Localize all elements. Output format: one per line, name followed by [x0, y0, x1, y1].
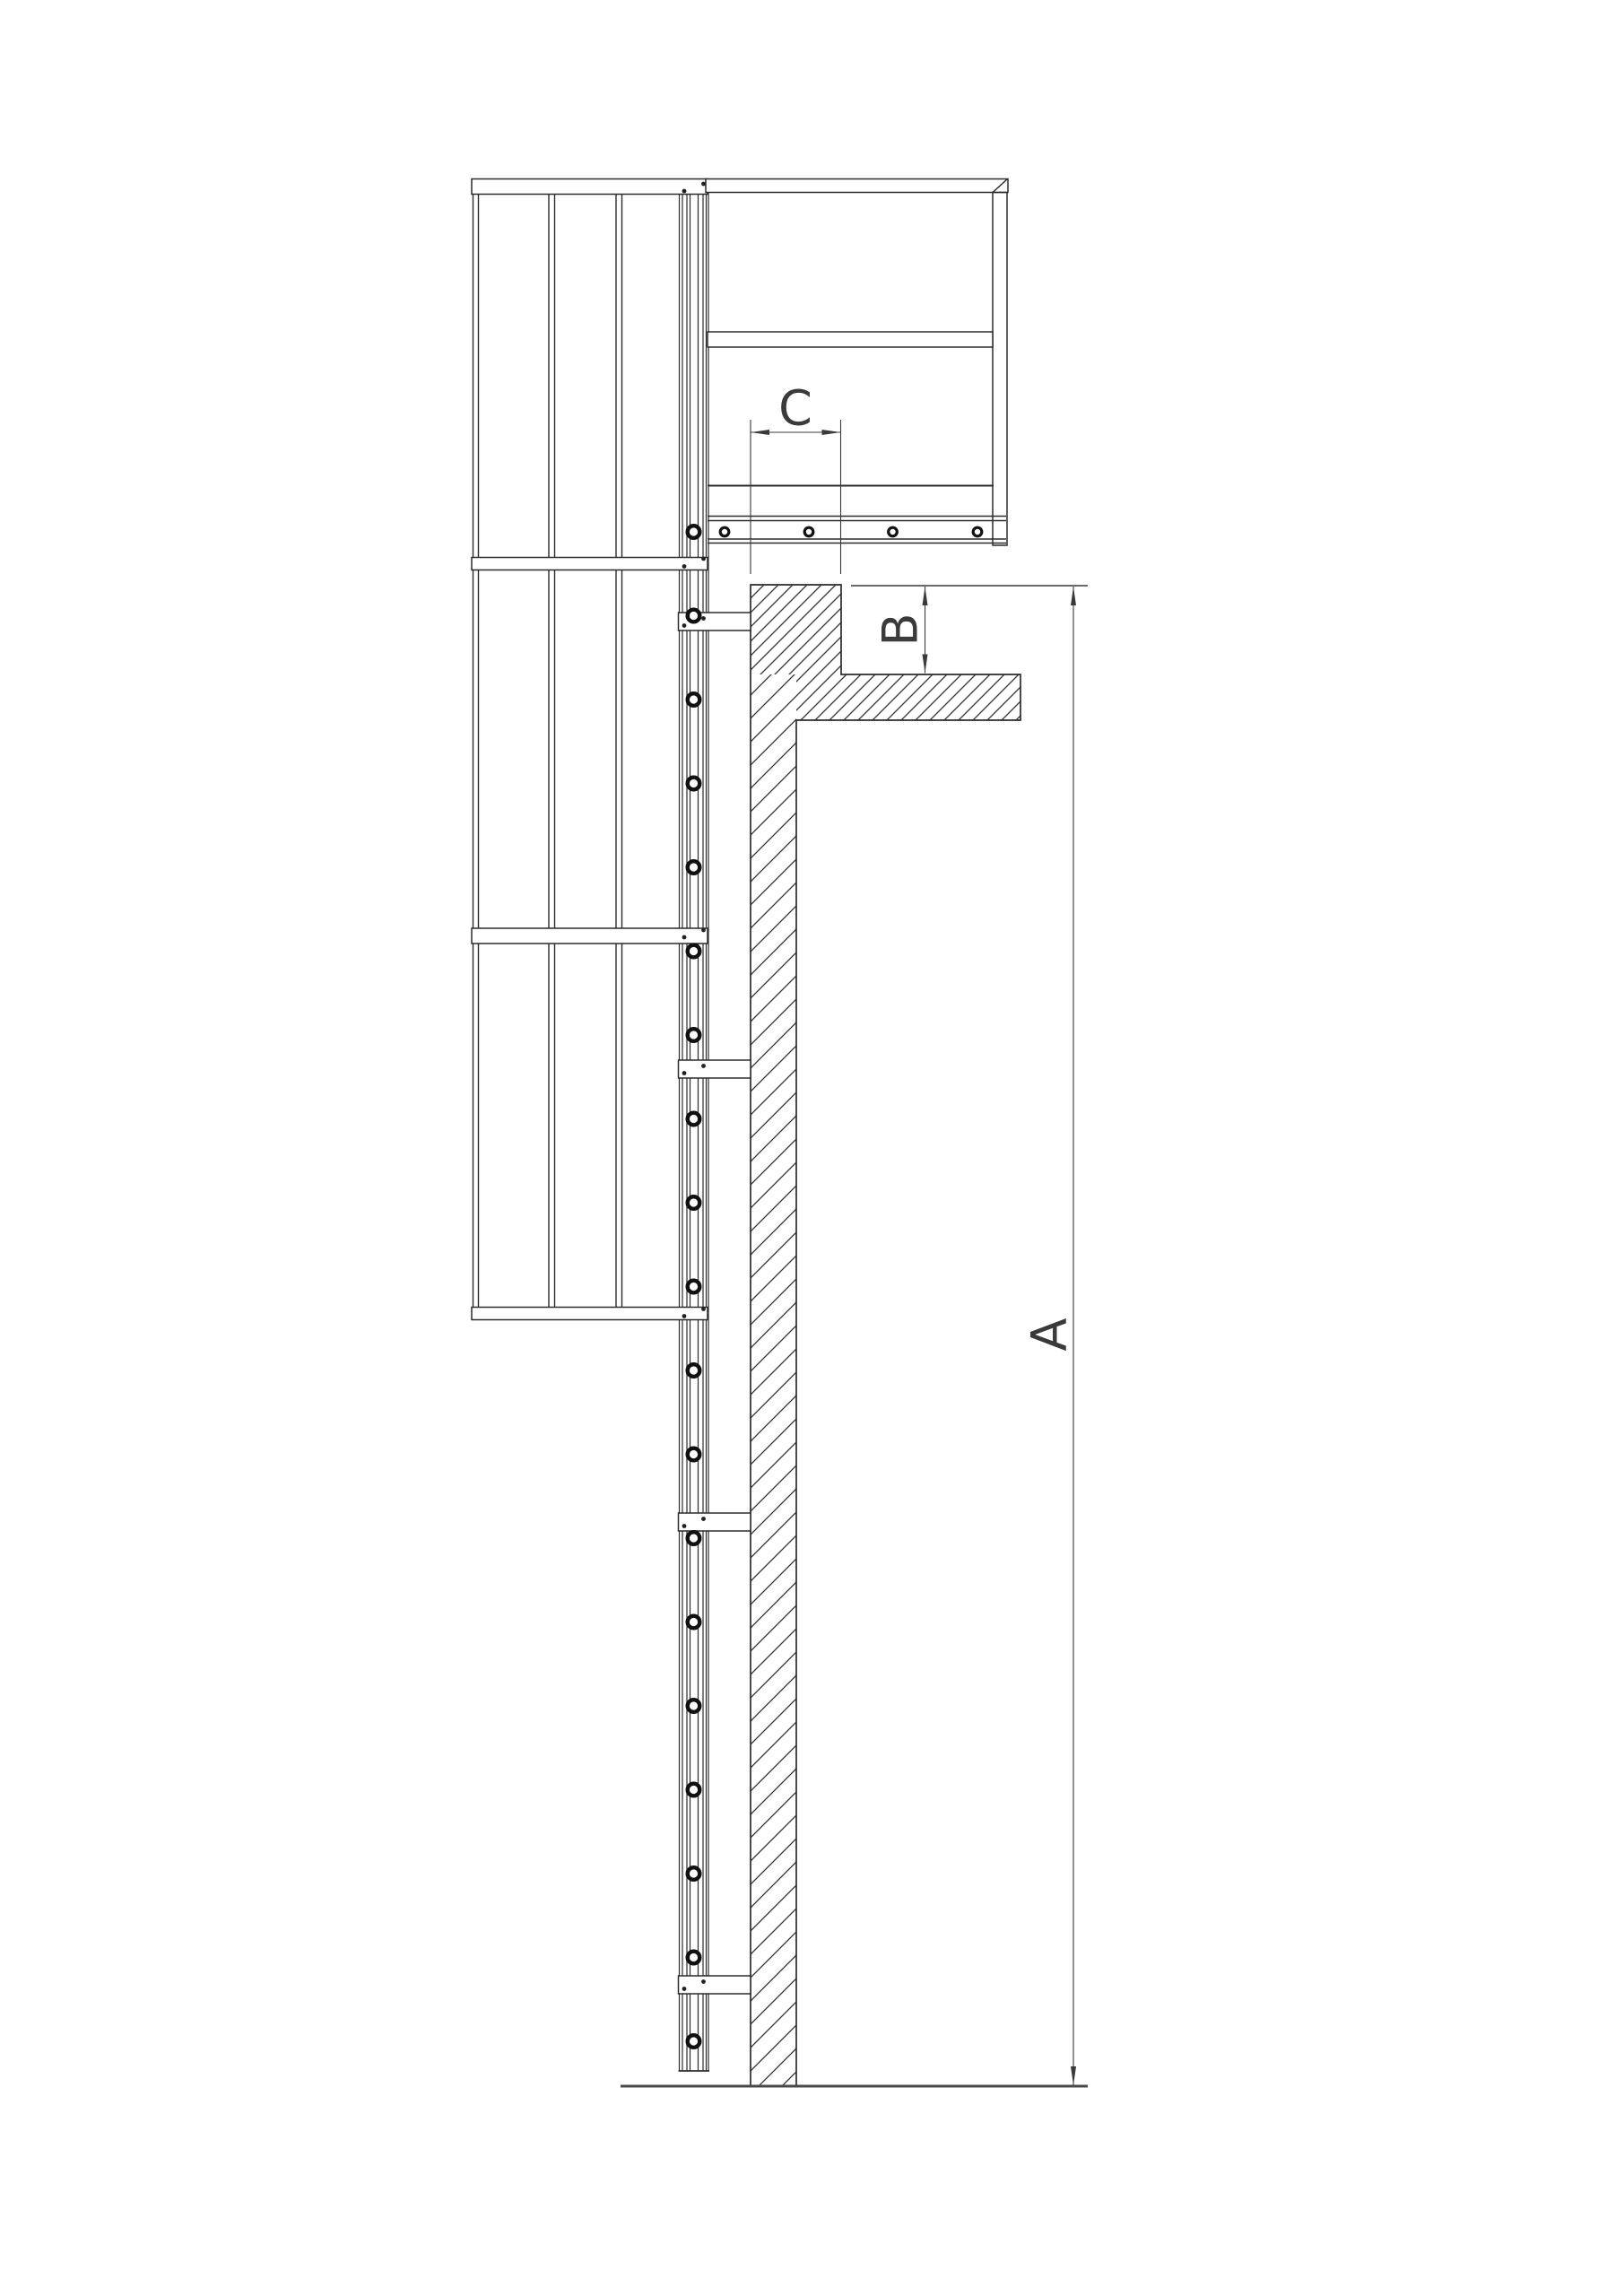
dimension-label-c: C	[778, 379, 812, 437]
dimension-c	[751, 380, 841, 575]
cage-straps	[472, 179, 708, 1320]
dimension-b	[873, 587, 929, 674]
wall-section	[751, 585, 1020, 2086]
dimension-a	[851, 586, 1088, 2085]
cage-panels	[473, 195, 622, 1308]
deck-bolts	[720, 527, 982, 536]
dimension-label-b: B	[872, 613, 929, 647]
fastener-dots	[682, 182, 706, 1991]
dimension-label-a: A	[1020, 1318, 1078, 1352]
